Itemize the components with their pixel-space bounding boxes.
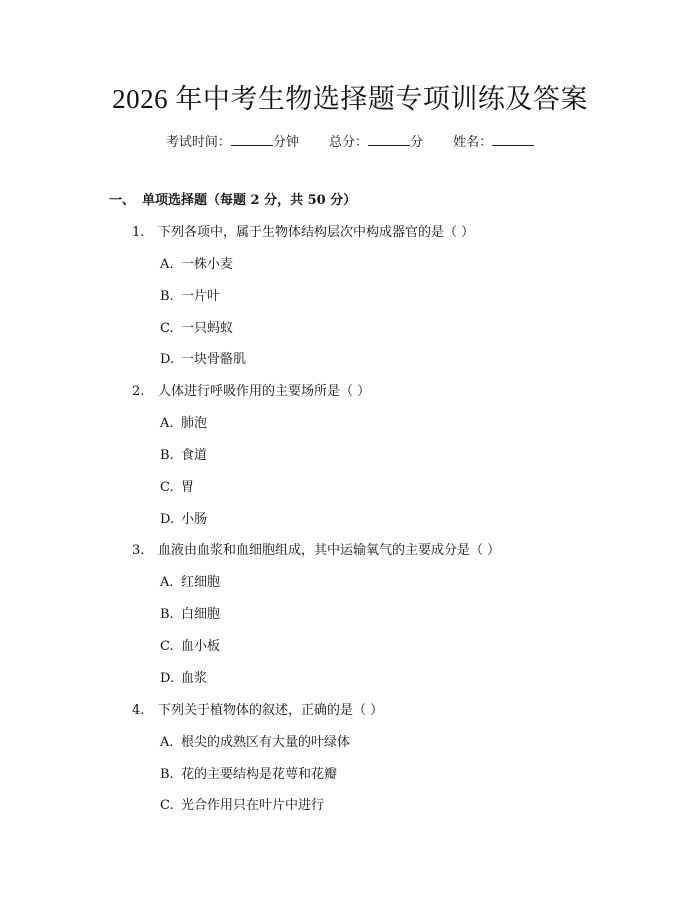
option-text: 血小板 bbox=[181, 639, 221, 654]
exam-time-unit: 分钟 bbox=[272, 135, 299, 150]
question-3-option-d[interactable] bbox=[160, 669, 207, 689]
option-text: 一只蚂蚁 bbox=[181, 321, 234, 336]
option-text: 一株小麦 bbox=[181, 257, 234, 272]
student-name-label: 姓名： bbox=[453, 135, 493, 150]
option-letter: B. bbox=[160, 289, 174, 304]
question-1-option-d[interactable] bbox=[160, 350, 246, 370]
option-text: 小肠 bbox=[181, 512, 208, 527]
question-2-option-b[interactable] bbox=[160, 446, 207, 466]
option-letter: A. bbox=[160, 416, 174, 431]
question-text: 下列各项中，属于生物体结构层次中构成器官的是（ ） bbox=[158, 225, 475, 240]
option-text: 花的主要结构是花萼和花瓣 bbox=[181, 767, 338, 782]
option-letter: C. bbox=[160, 321, 174, 336]
question-number: 1. bbox=[132, 225, 145, 240]
question-number: 4. bbox=[132, 703, 145, 718]
option-letter: C. bbox=[160, 798, 174, 813]
question-3-option-a[interactable] bbox=[160, 573, 220, 593]
option-text: 胃 bbox=[181, 480, 195, 495]
option-text: 根尖的成熟区有大量的叶绿体 bbox=[181, 735, 351, 750]
question-4-option-a[interactable] bbox=[160, 733, 350, 753]
question-3-option-c[interactable] bbox=[160, 637, 220, 657]
option-letter: A. bbox=[160, 257, 174, 272]
option-letter: D. bbox=[160, 352, 175, 367]
question-1-option-b[interactable] bbox=[160, 287, 220, 307]
option-letter: C. bbox=[160, 480, 174, 495]
option-text: 白细胞 bbox=[181, 607, 221, 622]
question-1 bbox=[132, 223, 474, 243]
option-text: 一块骨骼肌 bbox=[181, 352, 247, 367]
option-text: 一片叶 bbox=[181, 289, 221, 304]
total-score-label: 总分： bbox=[328, 135, 368, 150]
option-letter: D. bbox=[160, 512, 175, 527]
question-4-option-b[interactable] bbox=[160, 765, 337, 785]
option-text: 红细胞 bbox=[181, 575, 221, 590]
question-2-option-a[interactable] bbox=[160, 414, 207, 434]
option-text: 血浆 bbox=[181, 671, 208, 686]
question-2-option-d[interactable] bbox=[160, 510, 207, 530]
option-letter: A. bbox=[160, 735, 174, 750]
question-4-option-c[interactable] bbox=[160, 796, 324, 816]
total-score-unit: 分 bbox=[410, 135, 424, 150]
page-title: 2026 年中考生物选择题专项训练及答案 bbox=[112, 84, 588, 114]
section-number: 一、 bbox=[109, 193, 136, 208]
option-letter: D. bbox=[160, 671, 175, 686]
option-letter: B. bbox=[160, 767, 174, 782]
question-2 bbox=[132, 382, 370, 402]
option-letter: B. bbox=[160, 607, 174, 622]
option-text: 肺泡 bbox=[181, 416, 208, 431]
section-title: 单项选择题（每题 2 分，共 50 分） bbox=[142, 193, 357, 208]
question-text: 人体进行呼吸作用的主要场所是（ ） bbox=[158, 384, 371, 399]
question-text: 血液由血浆和血细胞组成，其中运输氧气的主要成分是（ ） bbox=[158, 543, 501, 558]
question-3-option-b[interactable] bbox=[160, 605, 220, 625]
option-text: 光合作用只在叶片中进行 bbox=[181, 798, 325, 813]
question-2-option-c[interactable] bbox=[160, 478, 194, 498]
question-number: 3. bbox=[132, 543, 145, 558]
question-number: 2. bbox=[132, 384, 145, 399]
option-letter: B. bbox=[160, 448, 174, 463]
question-1-option-a[interactable] bbox=[160, 255, 233, 275]
question-text: 下列关于植物体的叙述，正确的是（ ） bbox=[158, 703, 384, 718]
exam-time-label: 考试时间： bbox=[165, 135, 231, 150]
option-letter: C. bbox=[160, 639, 174, 654]
question-4 bbox=[132, 701, 383, 721]
option-text: 食道 bbox=[181, 448, 208, 463]
option-letter: A. bbox=[160, 575, 174, 590]
question-1-option-c[interactable] bbox=[160, 319, 233, 339]
question-3 bbox=[132, 541, 500, 561]
